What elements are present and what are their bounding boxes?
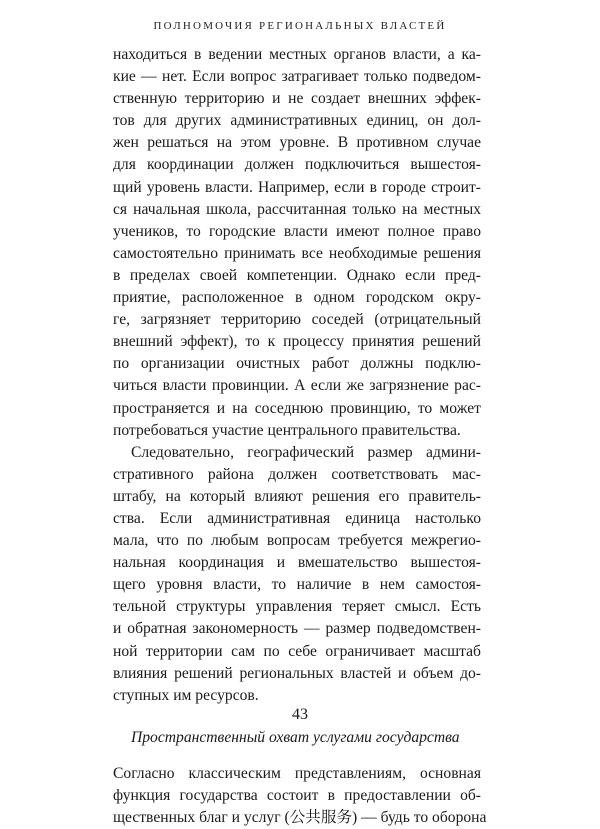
- running-header: ПОЛНОМОЧИЯ РЕГИОНАЛЬНЫХ ВЛАСТЕЙ: [153, 20, 447, 32]
- paragraph-3: [113, 763, 487, 829]
- text-line: по организации очистных работ должны подклю-: [113, 355, 481, 373]
- text-line: потребоваться участие центрального правительства.: [113, 421, 461, 439]
- text-line: ся начальная школа, рассчитанная только на местных: [113, 200, 481, 218]
- text-line: стративного района должен соответствовать мас-: [113, 465, 481, 483]
- text-line: самостоятельно принимать все необходимые решения: [113, 244, 481, 262]
- text-line: Согласно классическим представлениям, основная: [113, 764, 481, 782]
- text-line: кие — нет. Если вопрос затрагивает только подведом-: [113, 68, 481, 86]
- text-line: ступных им ресурсов.: [113, 686, 259, 704]
- page-number: 43: [292, 706, 308, 723]
- section-subheading: Пространственный охват услугами государства: [131, 728, 460, 746]
- text-line: тов для других административных единиц, он дол-: [113, 112, 481, 130]
- text-line: щественных благ и услуг (公共服务) — будь то оборона: [113, 809, 487, 826]
- text-line: мала, что по любым вопросам требуется межрегио-: [113, 532, 481, 550]
- text-line: щий уровень власти. Например, если в городе строит-: [113, 178, 481, 196]
- text-line: жен решаться на этом уровне. В противном случае: [113, 134, 481, 152]
- text-line: влияния решений региональных властей и объем до-: [113, 664, 481, 682]
- text-line: читься власти провинции. А если же загрязнение рас-: [113, 377, 481, 395]
- text-line: ге, загрязняет территорию соседей (отрицательный: [113, 311, 481, 329]
- text-line: учеников, то городские власти имеют полное право: [113, 222, 481, 240]
- text-line: пространяется и на соседнюю провинцию, то может: [113, 399, 481, 417]
- text-line: тельной структуры управления теряет смысл. Есть: [113, 598, 481, 616]
- text-line: ственную территорию и не создает внешних эффек-: [113, 90, 481, 108]
- text-line: штабу, на который влияют решения его правитель-: [113, 487, 481, 505]
- text-line: щего уровня власти, то наличие в нем самостоя-: [113, 576, 481, 594]
- paragraph-2: [113, 442, 481, 707]
- text-line: Следовательно, географический размер админи-: [131, 443, 481, 461]
- paragraph-1: [113, 44, 481, 442]
- text-line: внешний эффект), то к процессу принятия решений: [113, 333, 481, 351]
- text-line: для координации должен подключиться вышестоя-: [113, 156, 481, 174]
- text-line: в пределах своей компетенции. Однако если пред-: [113, 266, 481, 284]
- text-line: находиться в ведении местных органов власти, а ка-: [113, 46, 481, 63]
- text-line: ства. Если административная единица настолько: [113, 509, 481, 527]
- text-line: функция государства состоит в предоставлении об-: [113, 786, 481, 804]
- text-line: ной территории сам по себе ограничивает масштаб: [113, 642, 481, 660]
- text-line: приятие, расположенное в одном городском окру-: [113, 289, 481, 307]
- section-gap: [113, 749, 481, 763]
- text-line: нальная координация и вмешательство вышестоя-: [113, 554, 481, 572]
- text-line: и обратная закономерность — размер подведомствен-: [113, 620, 481, 638]
